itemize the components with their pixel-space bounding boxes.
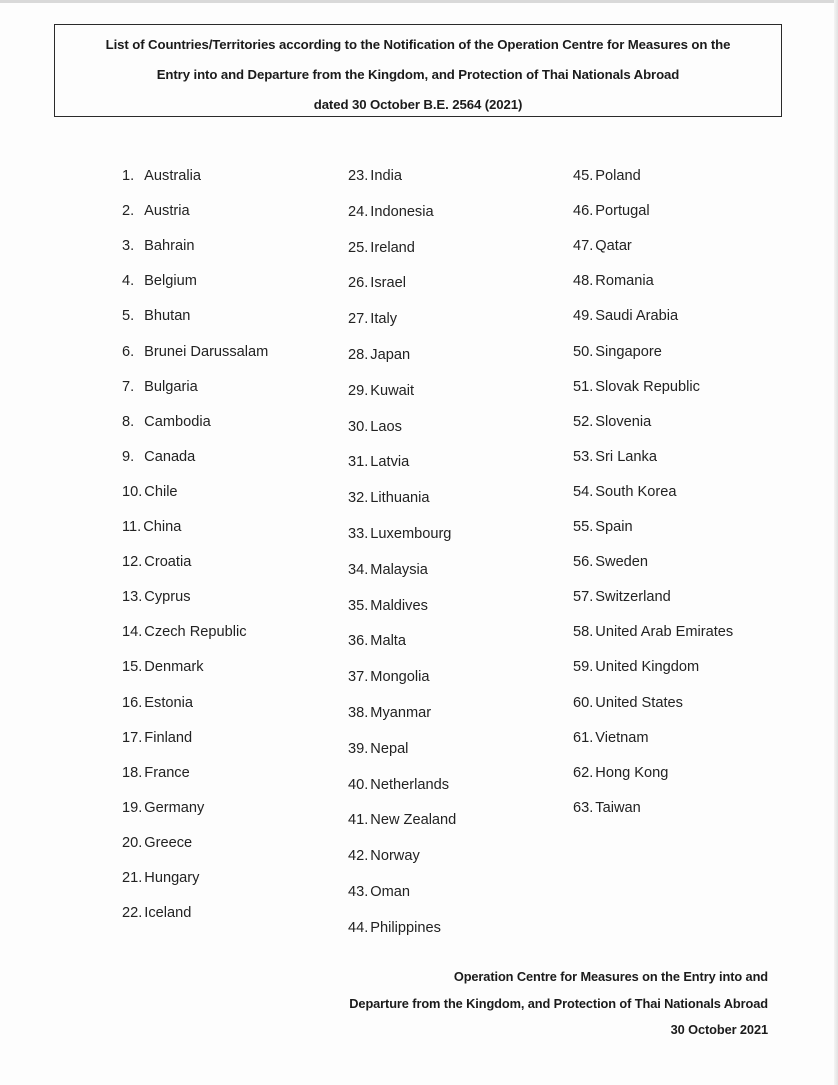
list-item-number: 60. bbox=[573, 694, 594, 711]
list-item bbox=[122, 238, 194, 254]
list-item-number: 21. bbox=[122, 870, 143, 886]
list-item bbox=[348, 347, 410, 363]
list-item-number: 62. bbox=[573, 764, 594, 781]
signature-block bbox=[349, 964, 768, 1044]
list-item-number: 24. bbox=[348, 203, 369, 220]
list-item-country: Germany bbox=[144, 799, 205, 816]
list-item-number: 38. bbox=[348, 705, 369, 721]
list-item-country: Latvia bbox=[370, 454, 410, 471]
list-item-number: 63. bbox=[573, 799, 594, 816]
list-item bbox=[122, 168, 201, 184]
list-item bbox=[348, 311, 397, 327]
list-item-country: Finland bbox=[144, 729, 193, 746]
list-item-number: 58. bbox=[573, 624, 594, 641]
list-item-number: 9. bbox=[122, 448, 135, 465]
list-item bbox=[573, 730, 649, 746]
list-item-country: Luxembourg bbox=[370, 526, 452, 542]
list-item-number: 48. bbox=[573, 273, 594, 290]
footer-date: 30 October 2021 bbox=[670, 1022, 768, 1037]
list-item-country: Croatia bbox=[144, 554, 192, 571]
list-item bbox=[573, 659, 699, 675]
list-item bbox=[573, 695, 683, 711]
list-item-number: 57. bbox=[573, 589, 594, 606]
list-item-country: Nepal bbox=[370, 740, 409, 757]
list-item bbox=[348, 275, 406, 291]
list-item-country: Malaysia bbox=[370, 561, 428, 578]
list-item bbox=[348, 240, 415, 256]
list-item bbox=[122, 695, 193, 711]
page-right-edge bbox=[834, 0, 838, 1085]
list-item-number: 25. bbox=[348, 239, 369, 256]
list-item-country: Philippines bbox=[370, 919, 441, 936]
list-item bbox=[348, 633, 406, 649]
list-item-country: Brunei Darussalam bbox=[144, 343, 269, 360]
list-item bbox=[122, 554, 191, 570]
list-item-number: 32. bbox=[348, 490, 369, 507]
list-item-country: Estonia bbox=[144, 694, 193, 711]
list-item-number: 2. bbox=[122, 203, 135, 220]
list-item-country: Bulgaria bbox=[144, 378, 198, 395]
list-item-country: Vietnam bbox=[595, 729, 649, 746]
list-item-country: Japan bbox=[370, 347, 411, 363]
list-item-number: 5. bbox=[122, 308, 135, 325]
list-item bbox=[348, 598, 428, 614]
list-item bbox=[573, 273, 654, 289]
title-line-1: List of Countries/Territories according to the Notification of the Operation Centre for Measures on the bbox=[105, 37, 731, 52]
list-item-number: 56. bbox=[573, 554, 594, 571]
list-item bbox=[573, 308, 678, 324]
list-item-country: China bbox=[143, 519, 182, 535]
list-item-country: Oman bbox=[370, 884, 411, 900]
footer-line-2: Departure from the Kingdom, and Protection of Thai Nationals Abroad bbox=[349, 995, 768, 1011]
list-item-number: 27. bbox=[348, 311, 369, 328]
list-item-number: 51. bbox=[573, 378, 594, 395]
list-item bbox=[348, 777, 449, 793]
list-item bbox=[122, 308, 190, 324]
list-item-number: 4. bbox=[122, 273, 135, 290]
list-item bbox=[122, 344, 268, 360]
list-item-country: Norway bbox=[370, 848, 420, 865]
list-item-country: Israel bbox=[370, 275, 406, 292]
list-item-country: Cyprus bbox=[144, 589, 191, 606]
list-item-number: 50. bbox=[573, 343, 594, 360]
list-item bbox=[348, 848, 420, 864]
list-item bbox=[348, 526, 451, 542]
list-item bbox=[348, 419, 402, 435]
list-item bbox=[348, 812, 456, 828]
list-item-country: Canada bbox=[144, 448, 196, 465]
list-item bbox=[122, 273, 197, 289]
title-line-2: Entry into and Departure from the Kingdom, and Protection of Thai Nationals Abroad bbox=[156, 67, 680, 82]
list-item-number: 19. bbox=[122, 799, 143, 816]
list-item-country: Hong Kong bbox=[595, 764, 669, 781]
list-item bbox=[122, 484, 178, 500]
list-item-number: 37. bbox=[348, 669, 369, 686]
list-item-number: 1. bbox=[122, 168, 135, 184]
list-item-number: 11. bbox=[122, 519, 142, 535]
footer-line-1: Operation Centre for Measures on the Entry into and bbox=[453, 969, 768, 984]
list-item bbox=[573, 379, 700, 395]
list-item-number: 23. bbox=[348, 168, 369, 184]
title-line-3: dated 30 October B.E. 2564 (2021) bbox=[313, 97, 523, 112]
list-item-country: Saudi Arabia bbox=[595, 308, 679, 325]
list-item bbox=[348, 920, 441, 936]
list-item-number: 8. bbox=[122, 413, 135, 430]
list-item-country: Iceland bbox=[144, 905, 192, 922]
list-item-number: 13. bbox=[122, 589, 143, 606]
list-item-country: Laos bbox=[370, 418, 402, 435]
list-item-country: United States bbox=[595, 694, 683, 711]
list-item-country: Italy bbox=[370, 311, 398, 328]
list-item-country: Singapore bbox=[595, 343, 662, 360]
list-item-number: 43. bbox=[348, 884, 369, 900]
list-item-number: 17. bbox=[122, 729, 143, 746]
list-item-country: Poland bbox=[595, 168, 641, 184]
list-item-country: Cambodia bbox=[144, 413, 211, 430]
list-item-country: Bahrain bbox=[144, 238, 195, 255]
list-item-country: Chile bbox=[144, 483, 178, 500]
list-item-number: 10. bbox=[122, 483, 143, 500]
list-item-country: Indonesia bbox=[370, 203, 434, 220]
list-item bbox=[573, 414, 651, 430]
list-item-country: Malta bbox=[370, 633, 406, 650]
list-item-number: 47. bbox=[573, 238, 594, 255]
list-item bbox=[348, 383, 414, 399]
list-item-country: Slovenia bbox=[595, 413, 652, 430]
list-item bbox=[122, 519, 181, 535]
list-item bbox=[573, 589, 671, 605]
list-item-number: 33. bbox=[348, 526, 369, 542]
document-title-box bbox=[54, 24, 782, 117]
list-item bbox=[348, 454, 409, 470]
list-item-number: 35. bbox=[348, 597, 369, 614]
list-item-number: 53. bbox=[573, 448, 594, 465]
list-item-country: Australia bbox=[144, 168, 201, 184]
list-item-number: 6. bbox=[122, 343, 135, 360]
list-item bbox=[573, 800, 641, 816]
list-item-country: Lithuania bbox=[370, 490, 430, 507]
list-item-country: Kuwait bbox=[370, 382, 415, 399]
list-item-country: Belgium bbox=[144, 273, 197, 290]
list-item bbox=[573, 554, 648, 570]
list-item-number: 52. bbox=[573, 413, 594, 430]
list-item bbox=[122, 765, 190, 781]
list-item bbox=[348, 168, 402, 184]
list-item-number: 59. bbox=[573, 659, 594, 676]
list-item-number: 29. bbox=[348, 382, 369, 399]
list-item-country: Maldives bbox=[370, 597, 428, 614]
list-item bbox=[122, 905, 191, 921]
list-item-country: Spain bbox=[595, 519, 633, 535]
list-item-number: 12. bbox=[122, 554, 143, 571]
list-item-number: 31. bbox=[348, 454, 369, 471]
list-item-number: 45. bbox=[573, 168, 594, 184]
list-item-country: Denmark bbox=[144, 659, 204, 676]
list-item-number: 16. bbox=[122, 694, 143, 711]
list-item bbox=[122, 449, 195, 465]
list-item-country: New Zealand bbox=[370, 812, 457, 829]
list-item bbox=[348, 204, 434, 220]
list-item-number: 44. bbox=[348, 919, 369, 936]
list-item-country: France bbox=[144, 764, 190, 781]
list-item-country: Mongolia bbox=[370, 669, 430, 686]
list-item-number: 40. bbox=[348, 776, 369, 793]
list-item-country: Ireland bbox=[370, 239, 415, 256]
list-item-country: United Kingdom bbox=[595, 659, 700, 676]
list-item bbox=[573, 519, 633, 535]
list-item bbox=[348, 741, 408, 757]
list-item-number: 61. bbox=[573, 729, 594, 746]
list-item-number: 34. bbox=[348, 561, 369, 578]
list-item bbox=[573, 765, 668, 781]
list-item-country: India bbox=[370, 168, 402, 184]
list-item-number: 55. bbox=[573, 519, 594, 535]
list-item bbox=[122, 589, 191, 605]
list-item-number: 22. bbox=[122, 905, 143, 922]
list-item-number: 39. bbox=[348, 740, 369, 757]
list-item-number: 54. bbox=[573, 483, 594, 500]
list-item-number: 7. bbox=[122, 378, 135, 395]
list-item-country: Greece bbox=[144, 834, 193, 851]
list-item bbox=[122, 800, 204, 816]
list-item-number: 36. bbox=[348, 633, 369, 650]
list-item-number: 46. bbox=[573, 203, 594, 220]
list-item-number: 14. bbox=[122, 624, 143, 641]
list-item bbox=[573, 449, 657, 465]
list-item bbox=[348, 490, 430, 506]
list-item-country: Slovak Republic bbox=[595, 378, 700, 395]
list-item bbox=[573, 203, 650, 219]
list-item bbox=[122, 414, 211, 430]
list-item-number: 28. bbox=[348, 347, 369, 363]
list-item-country: Qatar bbox=[595, 238, 632, 255]
list-item-country: Hungary bbox=[144, 870, 200, 886]
list-item-country: Romania bbox=[595, 273, 654, 290]
list-item-number: 3. bbox=[122, 238, 135, 255]
list-item bbox=[573, 344, 662, 360]
list-item-number: 49. bbox=[573, 308, 594, 325]
list-item-country: Myanmar bbox=[370, 705, 432, 721]
list-item-number: 41. bbox=[348, 812, 369, 829]
list-item bbox=[348, 669, 430, 685]
list-item bbox=[573, 238, 632, 254]
list-item bbox=[348, 884, 410, 900]
list-item bbox=[573, 624, 733, 640]
list-item-country: Sweden bbox=[595, 554, 649, 571]
list-item-number: 15. bbox=[122, 659, 143, 676]
page-top-edge bbox=[0, 0, 838, 3]
list-item bbox=[122, 624, 247, 640]
list-item bbox=[122, 730, 192, 746]
list-item bbox=[122, 379, 198, 395]
list-item bbox=[122, 203, 190, 219]
list-item-country: Bhutan bbox=[144, 308, 191, 325]
list-item-country: South Korea bbox=[595, 483, 677, 500]
list-item bbox=[573, 484, 676, 500]
list-item-country: Czech Republic bbox=[144, 624, 247, 641]
list-item-number: 42. bbox=[348, 848, 369, 865]
list-item bbox=[573, 168, 641, 184]
list-item-country: Switzerland bbox=[595, 589, 671, 606]
list-item-country: Portugal bbox=[595, 203, 650, 220]
list-item-country: Sri Lanka bbox=[595, 448, 657, 465]
list-item bbox=[348, 562, 428, 578]
list-item-country: United Arab Emirates bbox=[595, 624, 734, 641]
list-item-country: Taiwan bbox=[595, 799, 641, 816]
list-item bbox=[122, 870, 199, 886]
list-item-number: 30. bbox=[348, 418, 369, 435]
list-item-number: 18. bbox=[122, 764, 143, 781]
list-item-country: Austria bbox=[144, 203, 190, 220]
list-item bbox=[348, 705, 431, 721]
list-item-country: Netherlands bbox=[370, 776, 449, 793]
list-item bbox=[122, 835, 192, 851]
list-item bbox=[122, 659, 204, 675]
list-item-number: 26. bbox=[348, 275, 369, 292]
list-item-number: 20. bbox=[122, 834, 143, 851]
